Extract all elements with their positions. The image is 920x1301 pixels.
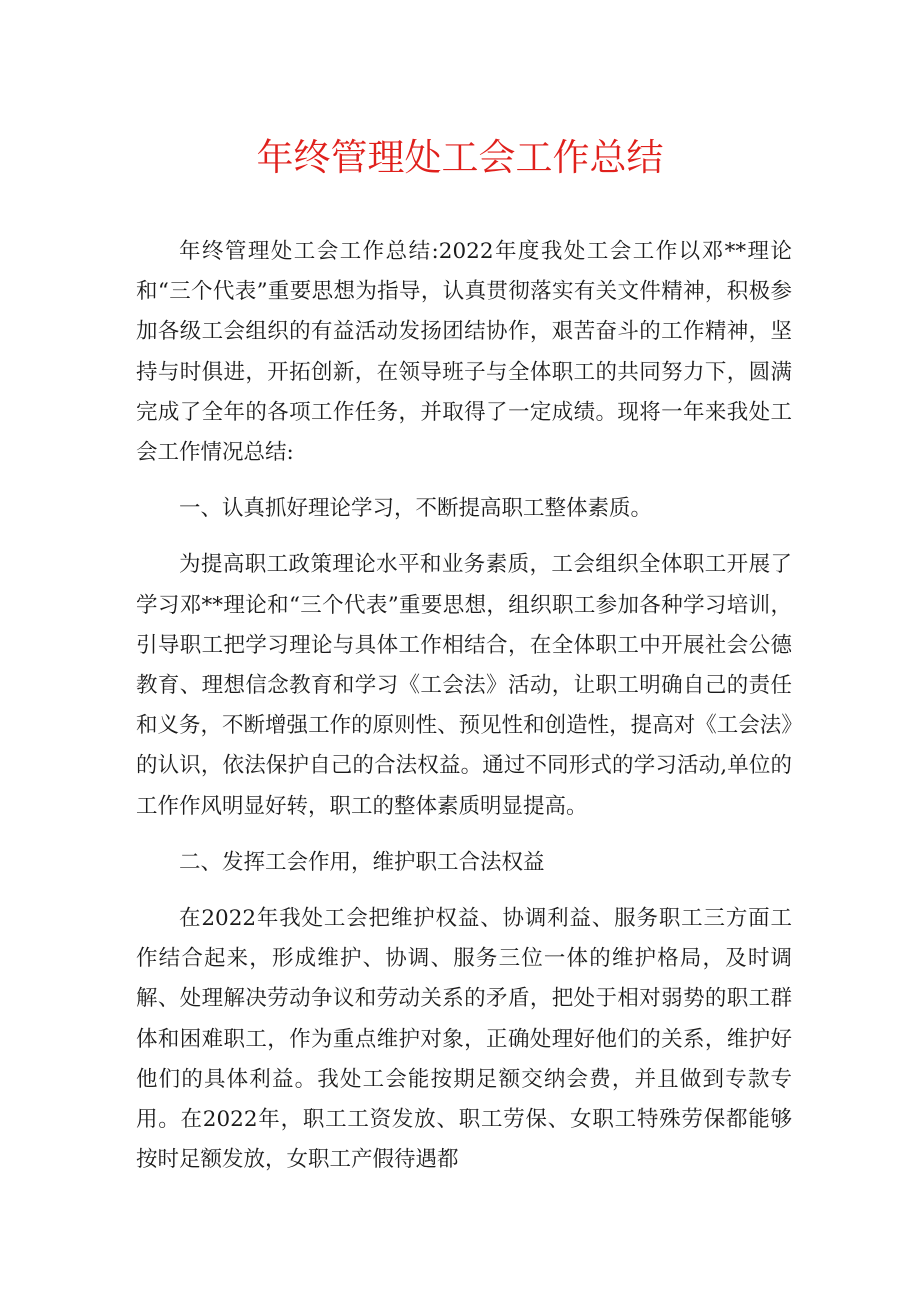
section-heading-2: 二、发挥工会作用，维护职工合法权益	[179, 849, 545, 875]
paragraph-section-2: 在2022年我处工会把维护权益、协调利益、服务职工三方面工作结合起来，形成维护、协调、服务三位一体的维护格局，及时调解、处理解决劳动争议和劳动关系的矛盾，把处于相对弱势的职工群体和困难职工，作为重点维护对象，正确处理好他们的关系，维护好他们的具体利益。我处工会能按期足额交纳会费，并且做到专款专用。在2022年，职工工资发放、职工劳保、女职工特殊劳保都能够按时足额发放，女职工产假待遇都	[136, 906, 792, 1173]
document-title: 年终管理处工会工作总结	[256, 136, 664, 179]
paragraph-section-1: 为提高职工政策理论水平和业务素质，工会组织全体职工开展了学习邓**理论和“三个代表”重要思想，组织职工参加各种学习培训，引导职工把学习理论与具体工作相结合，在全体职工中开展社会公德教育、理想信念教育和学习《工会法》活动，让职工明确自己的责任和义务，不断增强工作的原则性、预见性和创造性，提高对《工会法》的认识，依法保护自己的合法权益。通过不同形式的学习活动,单位的工作作风明显好转，职工的整体素质明显提高。	[136, 552, 792, 819]
section-heading-1: 一、认真抓好理论学习，不断提高职工整体素质。	[179, 496, 653, 522]
paragraph-intro: 年终管理处工会工作总结:2022年度我处工会工作以邓**理论和“三个代表”重要思想为指导，认真贯彻落实有关文件精神，积极参加各级工会组织的有益活动发扬团结协作，艰苦奋斗的工作精神，坚持与时俱进，开拓创新，在领导班子与全体职工的共同努力下，圆满完成了全年的各项工作任务，并取得了一定成绩。现将一年来我处工会工作情况总结:	[136, 239, 792, 466]
document-body	[136, 232, 792, 1196]
